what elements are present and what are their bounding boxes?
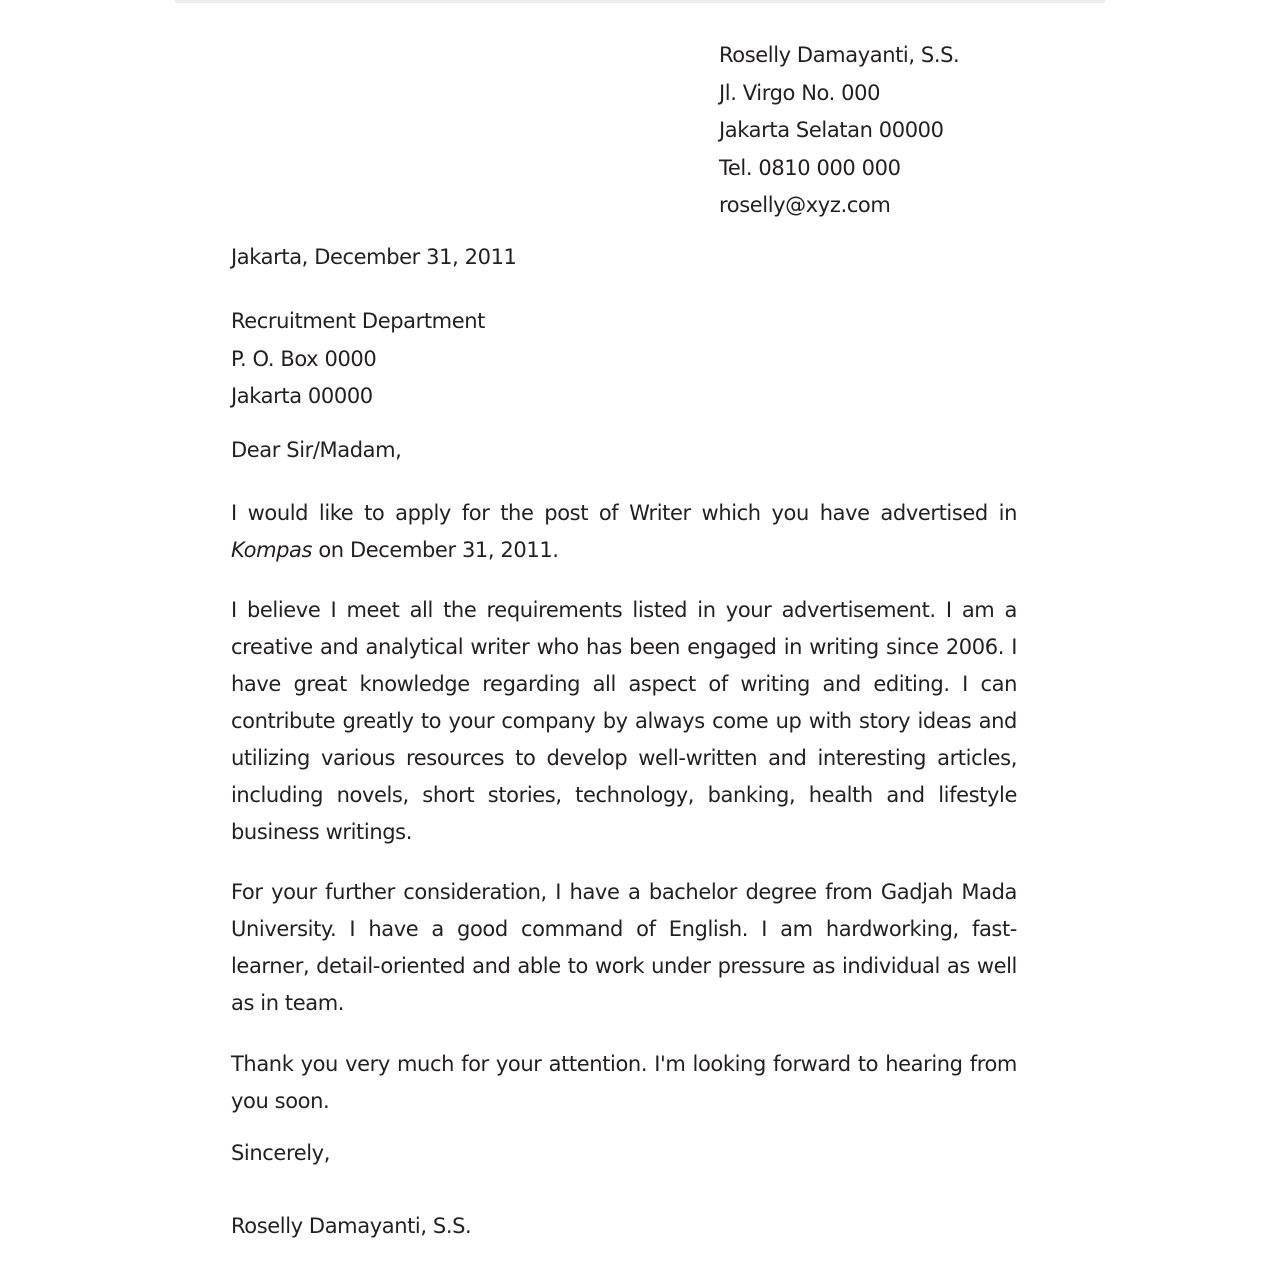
closing: Sincerely, [231, 1141, 330, 1165]
paragraph-thanks: Thank you very much for your attention. I'm looking forward to hearing from you soon. [231, 1052, 1017, 1113]
paragraph-application-text-before: I would like to apply for the post of Writer which you have advertised in [231, 501, 1017, 525]
recipient-city: Jakarta 00000 [231, 384, 373, 408]
paragraph-qualifications: I believe I meet all the requirements listed in your advertisement. I am a creative and analytical writer who has been engaged in writing since 2006. I have great knowledge regarding all aspect of writing and editing. I can contribute greatly to your company by always come up with story ideas and utilizing various resources to develop well-written and interesting articles, including novels, short stories, technology, banking, health and lifestyle business writings. [231, 598, 1017, 844]
sender-email: roselly@xyz.com [719, 193, 891, 217]
top-divider [175, 0, 1105, 3]
sender-city: Jakarta Selatan 00000 [719, 118, 944, 142]
salutation: Dear Sir/Madam, [231, 438, 402, 462]
recipient-po-box: P. O. Box 0000 [231, 346, 377, 371]
sender-name: Roselly Damayanti, S.S. [719, 43, 960, 67]
letter-date: Jakarta, December 31, 2011 [231, 245, 517, 269]
paragraph-application-text-after: on December 31, 2011. [312, 538, 559, 562]
sender-phone: Tel. 0810 000 000 [719, 155, 901, 180]
newspaper-name: Kompas [231, 538, 313, 562]
sender-address-block [719, 37, 959, 225]
recipient-department: Recruitment Department [231, 309, 485, 333]
sender-street: Jl. Virgo No. 000 [719, 80, 881, 105]
paragraph-education: For your further consideration, I have a bachelor degree from Gadjah Mada University. I have a good command of English. I am hardworking, fast-learner, detail-oriented and able to work under pressure as individual as well as in team. [231, 880, 1017, 1015]
paragraph-application [231, 495, 1017, 569]
signature-name: Roselly Damayanti, S.S. [231, 1214, 472, 1238]
recipient-address-block [231, 303, 1017, 416]
